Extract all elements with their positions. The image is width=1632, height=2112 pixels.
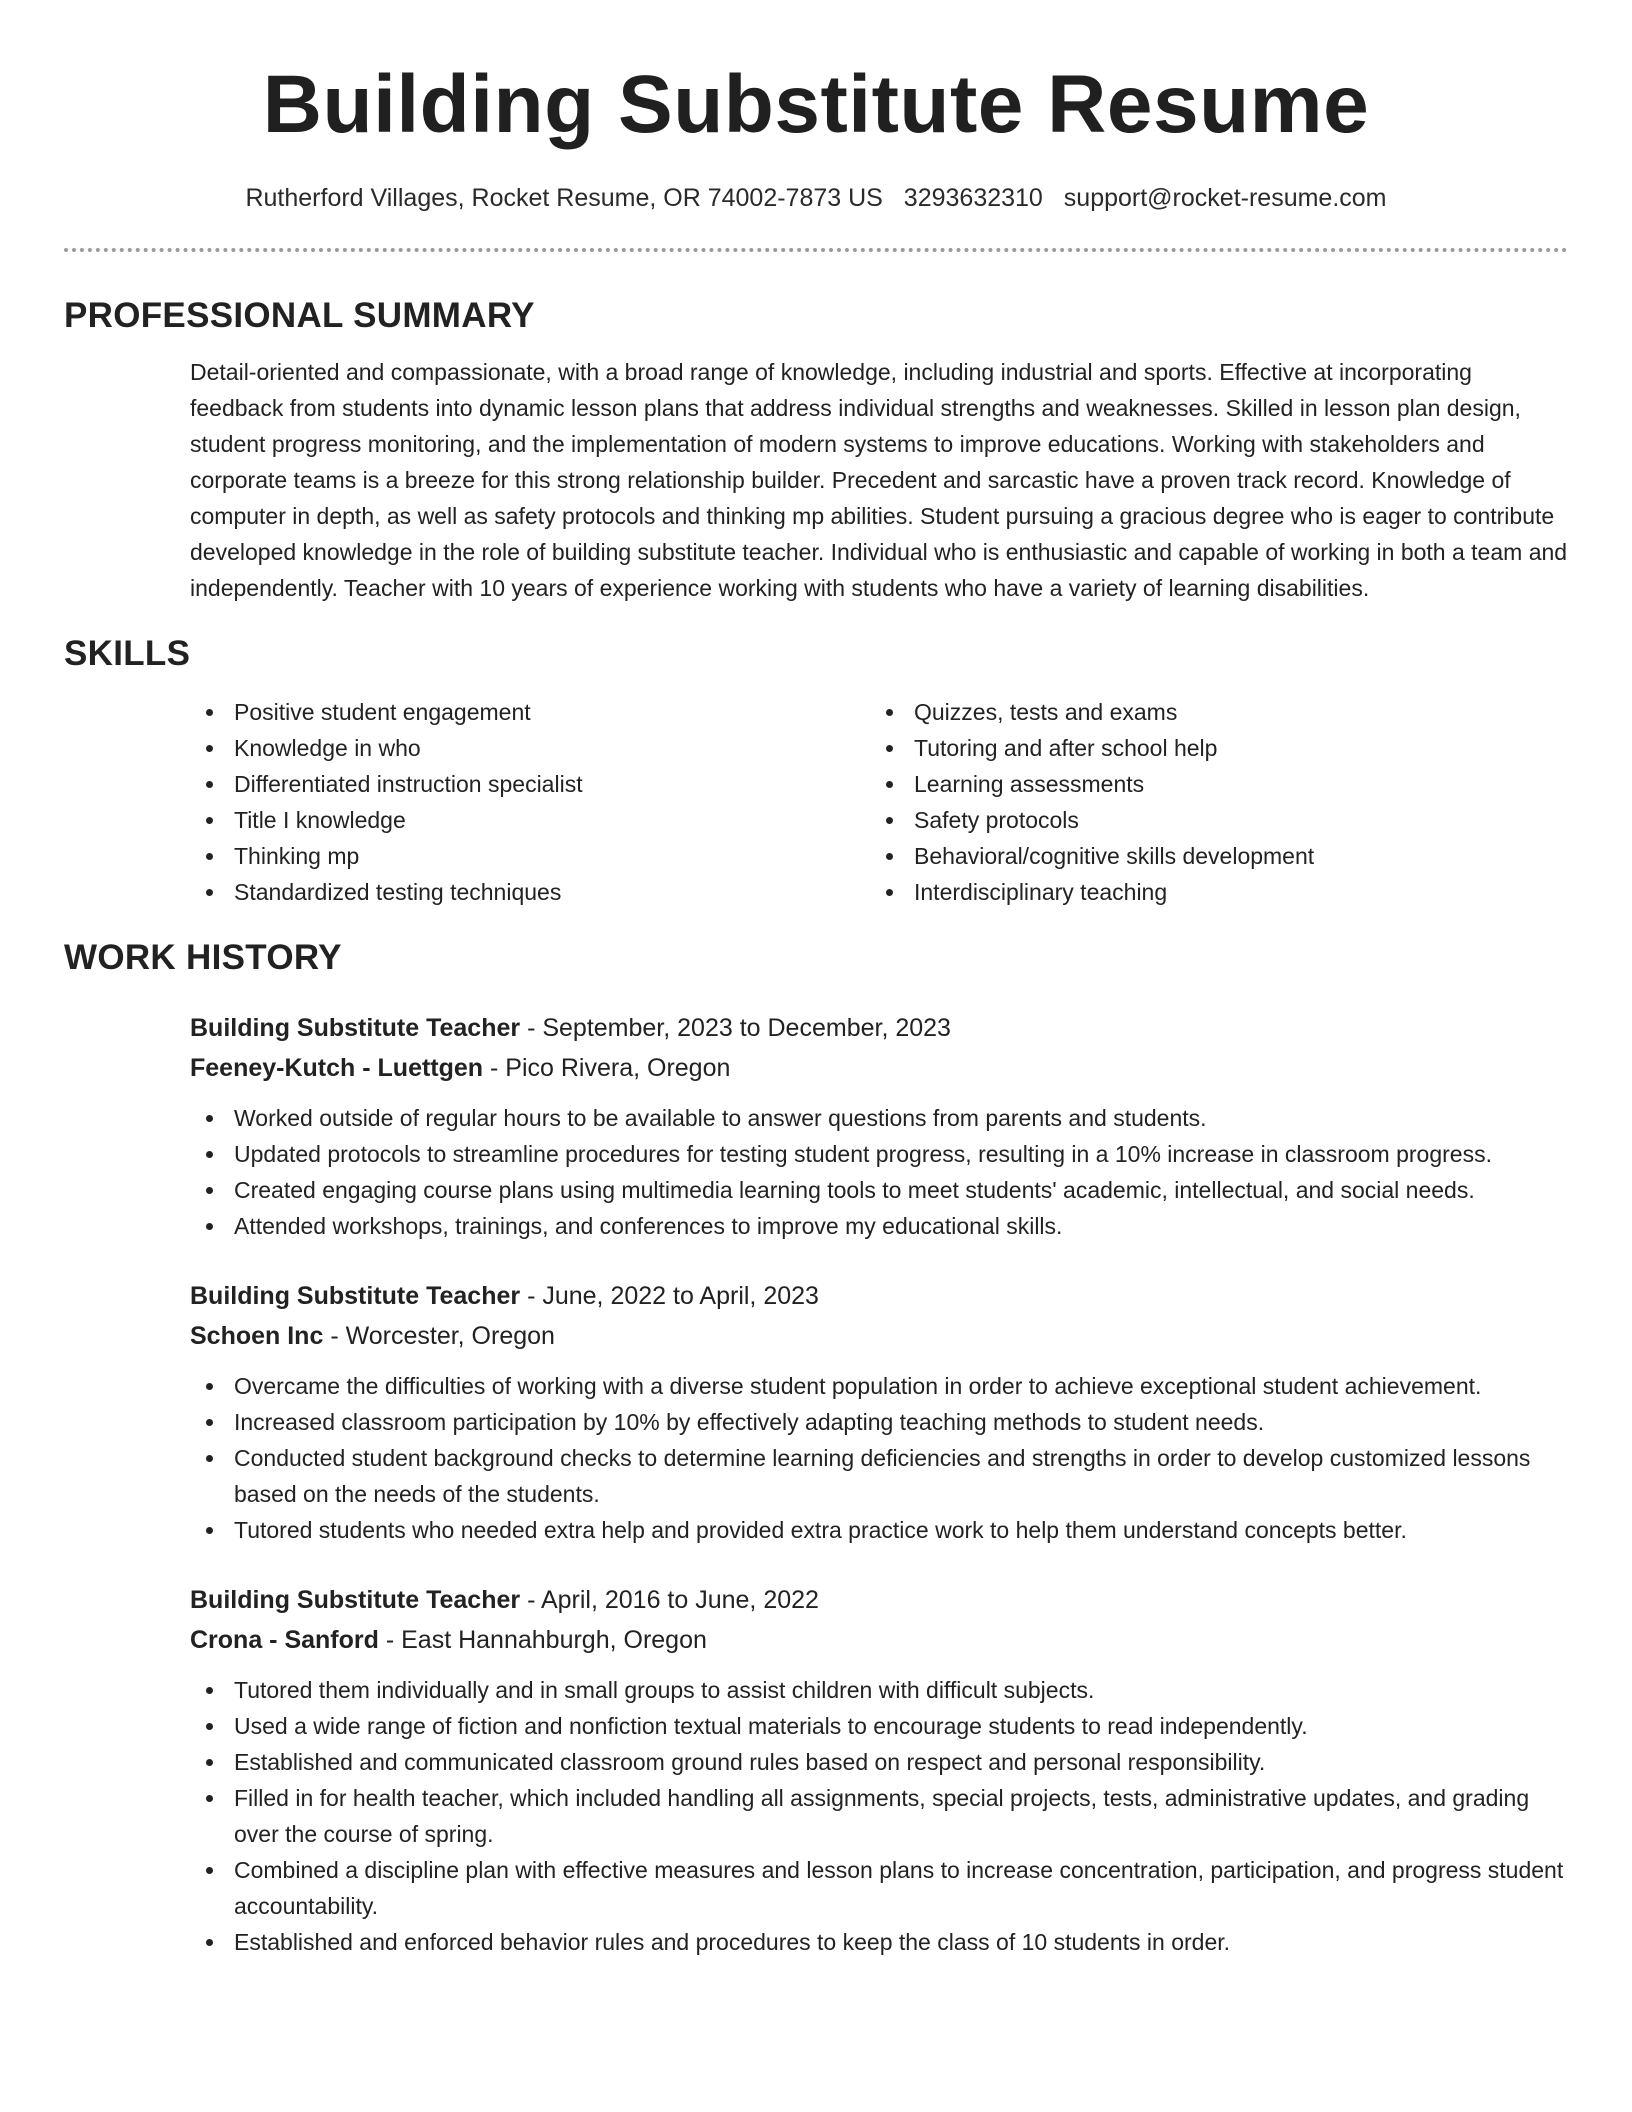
summary-heading: PROFESSIONAL SUMMARY xyxy=(64,296,535,335)
job-bullet: Attended workshops, trainings, and conferences to improve my educational skills. xyxy=(190,1208,1568,1244)
job-company-line xyxy=(190,1316,1568,1356)
contact-email: support@rocket-resume.com xyxy=(1063,184,1387,212)
skill-item: Knowledge in who xyxy=(190,730,870,766)
skill-item: Positive student engagement xyxy=(190,694,870,730)
skill-item: Learning assessments xyxy=(870,766,1550,802)
resume-page xyxy=(64,0,1568,2112)
skill-item: Interdisciplinary teaching xyxy=(870,874,1550,910)
skill-item: Quizzes, tests and exams xyxy=(870,694,1550,730)
skills-list xyxy=(190,694,1568,910)
job-role: Building Substitute Teacher xyxy=(190,1282,521,1310)
job-bullet: Combined a discipline plan with effective measures and lesson plans to increase concentration, participation, and progress student accountability. xyxy=(190,1852,1568,1924)
job-location: - Pico Rivera, Oregon xyxy=(483,1054,731,1082)
skill-item: Safety protocols xyxy=(870,802,1550,838)
job-role: Building Substitute Teacher xyxy=(190,1014,521,1042)
job-role-line xyxy=(190,1276,1568,1316)
job-entry xyxy=(190,1276,1568,1548)
job-location: - East Hannahburgh, Oregon xyxy=(378,1626,707,1654)
job-bullet: Established and enforced behavior rules and procedures to keep the class of 10 students in order. xyxy=(190,1924,1568,1960)
job-company: Schoen Inc xyxy=(190,1322,324,1350)
job-bullet: Created engaging course plans using multimedia learning tools to meet students' academic, intellectual, and social needs. xyxy=(190,1172,1568,1208)
job-bullet: Used a wide range of fiction and nonfiction textual materials to encourage students to read independently. xyxy=(190,1708,1568,1744)
skill-item: Differentiated instruction specialist xyxy=(190,766,870,802)
skill-item: Behavioral/cognitive skills development xyxy=(870,838,1550,874)
skills-column-left xyxy=(190,694,870,910)
job-company: Crona - Sanford xyxy=(190,1626,379,1654)
job-entry xyxy=(190,1580,1568,1960)
job-location: - Worcester, Oregon xyxy=(323,1322,555,1350)
job-bullet: Conducted student background checks to determine learning deficiencies and strengths in order to develop customized lessons based on the needs of the students. xyxy=(190,1440,1568,1512)
job-company-line xyxy=(190,1048,1568,1088)
job-entry xyxy=(190,1008,1568,1244)
job-bullet: Tutored them individually and in small groups to assist children with difficult subjects. xyxy=(190,1672,1568,1708)
skills-column-right xyxy=(870,694,1550,910)
skills-heading: SKILLS xyxy=(64,634,191,673)
job-dates: - June, 2022 to April, 2023 xyxy=(520,1282,819,1310)
header-divider xyxy=(64,248,1568,252)
skill-item: Thinking mp xyxy=(190,838,870,874)
skill-item: Standardized testing techniques xyxy=(190,874,870,910)
job-company-line xyxy=(190,1620,1568,1660)
job-company: Feeney-Kutch - Luettgen xyxy=(190,1054,484,1082)
job-bullet: Overcame the difficulties of working with a diverse student population in order to achieve exceptional student achievement. xyxy=(190,1368,1568,1404)
job-dates: - September, 2023 to December, 2023 xyxy=(520,1014,951,1042)
job-bullets xyxy=(190,1368,1568,1548)
job-role-line xyxy=(190,1580,1568,1620)
contact-phone: 3293632310 xyxy=(903,184,1043,212)
job-bullet: Tutored students who needed extra help and provided extra practice work to help them understand concepts better. xyxy=(190,1512,1568,1548)
skill-item: Tutoring and after school help xyxy=(870,730,1550,766)
summary-text: Detail-oriented and compassionate, with a broad range of knowledge, including industrial and sports. Effective at incorporating feedback from students into dynamic lesson plans that address individual strengths and weaknesses. Skilled in lesson plan design, student progress monitoring, and the implementation of modern systems to improve educations. Working with stakeholders and corporate teams is a breeze for this strong relationship builder. Precedent and sarcastic have a proven track record. Knowledge of computer in depth, as well as safety protocols and thinking mp abilities. Student pursuing a gracious degree who is eager to contribute developed knowledge in the role of building substitute teacher. Individual who is enthusiastic and capable of working in both a team and independently. Teacher with 10 years of experience working with students who have a variety of learning disabilities. xyxy=(190,359,1568,601)
job-bullet: Worked outside of regular hours to be available to answer questions from parents and students. xyxy=(190,1100,1568,1136)
job-bullets xyxy=(190,1672,1568,1960)
resume-title: Building Substitute Resume xyxy=(262,59,1370,150)
work-history-heading: WORK HISTORY xyxy=(64,938,342,977)
job-bullet: Updated protocols to streamline procedures for testing student progress, resulting in a 10% increase in classroom progress. xyxy=(190,1136,1568,1172)
contact-line xyxy=(64,180,1568,216)
job-bullet: Filled in for health teacher, which included handling all assignments, special projects, tests, administrative updates, and grading over the course of spring. xyxy=(190,1780,1568,1852)
job-role: Building Substitute Teacher xyxy=(190,1586,521,1614)
job-dates: - April, 2016 to June, 2022 xyxy=(520,1586,819,1614)
job-bullets xyxy=(190,1100,1568,1244)
job-bullet: Increased classroom participation by 10% by effectively adapting teaching methods to student needs. xyxy=(190,1404,1568,1440)
job-role-line xyxy=(190,1008,1568,1048)
job-bullet: Established and communicated classroom ground rules based on respect and personal responsibility. xyxy=(190,1744,1568,1780)
contact-address: Rutherford Villages, Rocket Resume, OR 74002-7873 US xyxy=(245,184,883,212)
skill-item: Title I knowledge xyxy=(190,802,870,838)
